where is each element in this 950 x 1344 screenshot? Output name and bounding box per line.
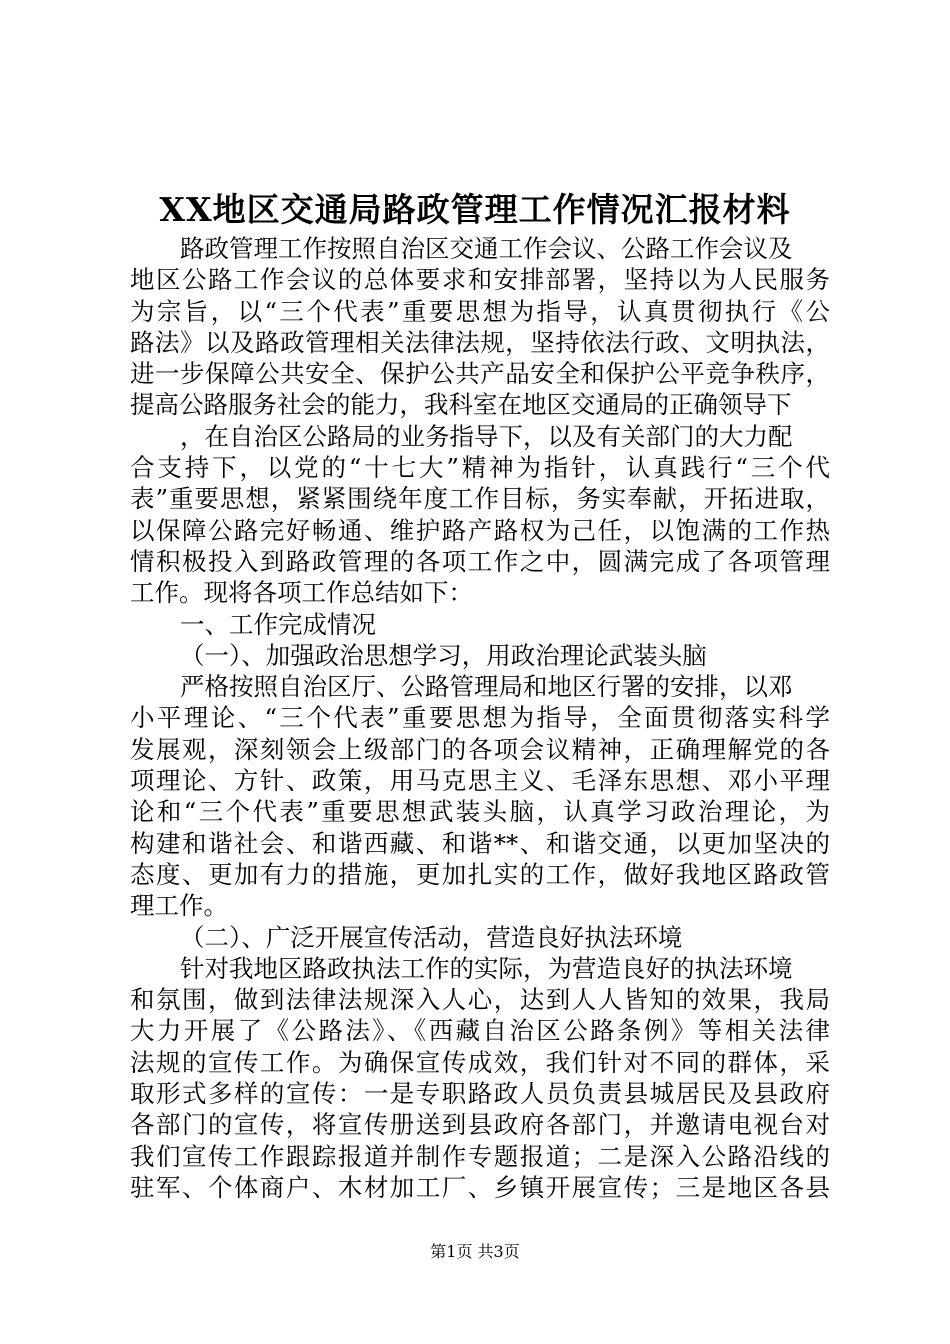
text-line: 和氛围，做到法律法规深入人心，达到人人皆知的效果，我局 [130,985,830,1015]
text-line: 发展观，深刻领会上级部门的各项会议精神，正确理解党的各 [130,734,830,764]
text-line: 进一步保障公共安全、保护公共产品安全和保护公平竞争秩序， [130,359,830,389]
text-line: 理工作。 [130,891,228,921]
text-line: 以保障公路完好畅通、维护路产路权为己任，以饱满的工作热 [130,515,830,545]
text-line: 路政管理工作按照自治区交通工作会议、公路工作会议及 [180,234,793,263]
page-number-footer: 第1页 共3页 [430,1242,520,1261]
section-heading: 一、工作完成情况 [180,609,376,639]
text-line: 法规的宣传工作。为确保宣传成效，我们针对不同的群体，采 [130,1047,830,1077]
text-line: 构建和谐社会、和谐西藏、和谐**、和谐交通，以更加坚决的 [130,828,830,858]
text-line: 工作。现将各项工作总结如下： [130,578,473,608]
text-line: ，在自治区公路局的业务指导下，以及有关部门的大力配 [180,421,793,451]
subsection-heading: （二）、广泛开展宣传活动，营造良好执法环境 [180,922,683,952]
text-line: 驻军、个体商户、木材加工厂、乡镇开展宣传；三是地区各县 [130,1172,830,1202]
text-line: 项理论、方针、政策，用马克思主义、毛泽东思想、邓小平理 [130,766,830,796]
text-line: 取形式多样的宣传：一是专职路政人员负责县城居民及县政府 [130,1079,830,1109]
text-line: 提高公路服务社会的能力，我科室在地区交通局的正确领导下 [130,390,792,420]
subsection-heading: （一）、加强政治思想学习，用政治理论武装头脑 [180,640,707,670]
text-line: 地区公路工作会议的总体要求和安排部署，坚持以为人民服务 [130,265,830,295]
text-line: 各部门的宣传，将宣传册送到县政府各部门，并邀请电视台对 [130,1110,830,1140]
document-body [130,233,830,1203]
text-line: 针对我地区路政执法工作的实际，为营造良好的执法环境 [180,953,793,983]
text-line: 大力开展了《公路法》、《西藏自治区公路条例》等相关法律 [130,1016,830,1046]
document-title: XX地区交通局路政管理工作情况汇报材料 [159,190,791,229]
text-line: 情积极投入到路政管理的各项工作之中，圆满完成了各项管理 [130,546,830,576]
text-line: 我们宣传工作跟踪报道并制作专题报道；二是深入公路沿线的 [130,1141,830,1171]
text-line: 论和“三个代表”重要思想武装头脑，认真学习政治理论，为 [130,797,830,827]
text-line: 小平理论、“三个代表”重要思想为指导，全面贯彻落实科学 [130,703,830,733]
text-line: 路法》以及路政管理相关法律法规，坚持依法行政、文明执法， [130,327,830,357]
text-line: 合支持下，以党的“十七大”精神为指针，认真践行“三个代 [130,453,830,483]
text-line: 态度、更加有力的措施，更加扎实的工作，做好我地区路政管 [130,859,830,889]
text-line: 表”重要思想，紧紧围绕年度工作目标，务实奉献，开拓进取， [130,484,830,514]
text-line: 严格按照自治区厅、公路管理局和地区行署的安排，以邓 [180,672,793,702]
text-line: 为宗旨，以“三个代表”重要思想为指导，认真贯彻执行《公 [130,296,830,326]
